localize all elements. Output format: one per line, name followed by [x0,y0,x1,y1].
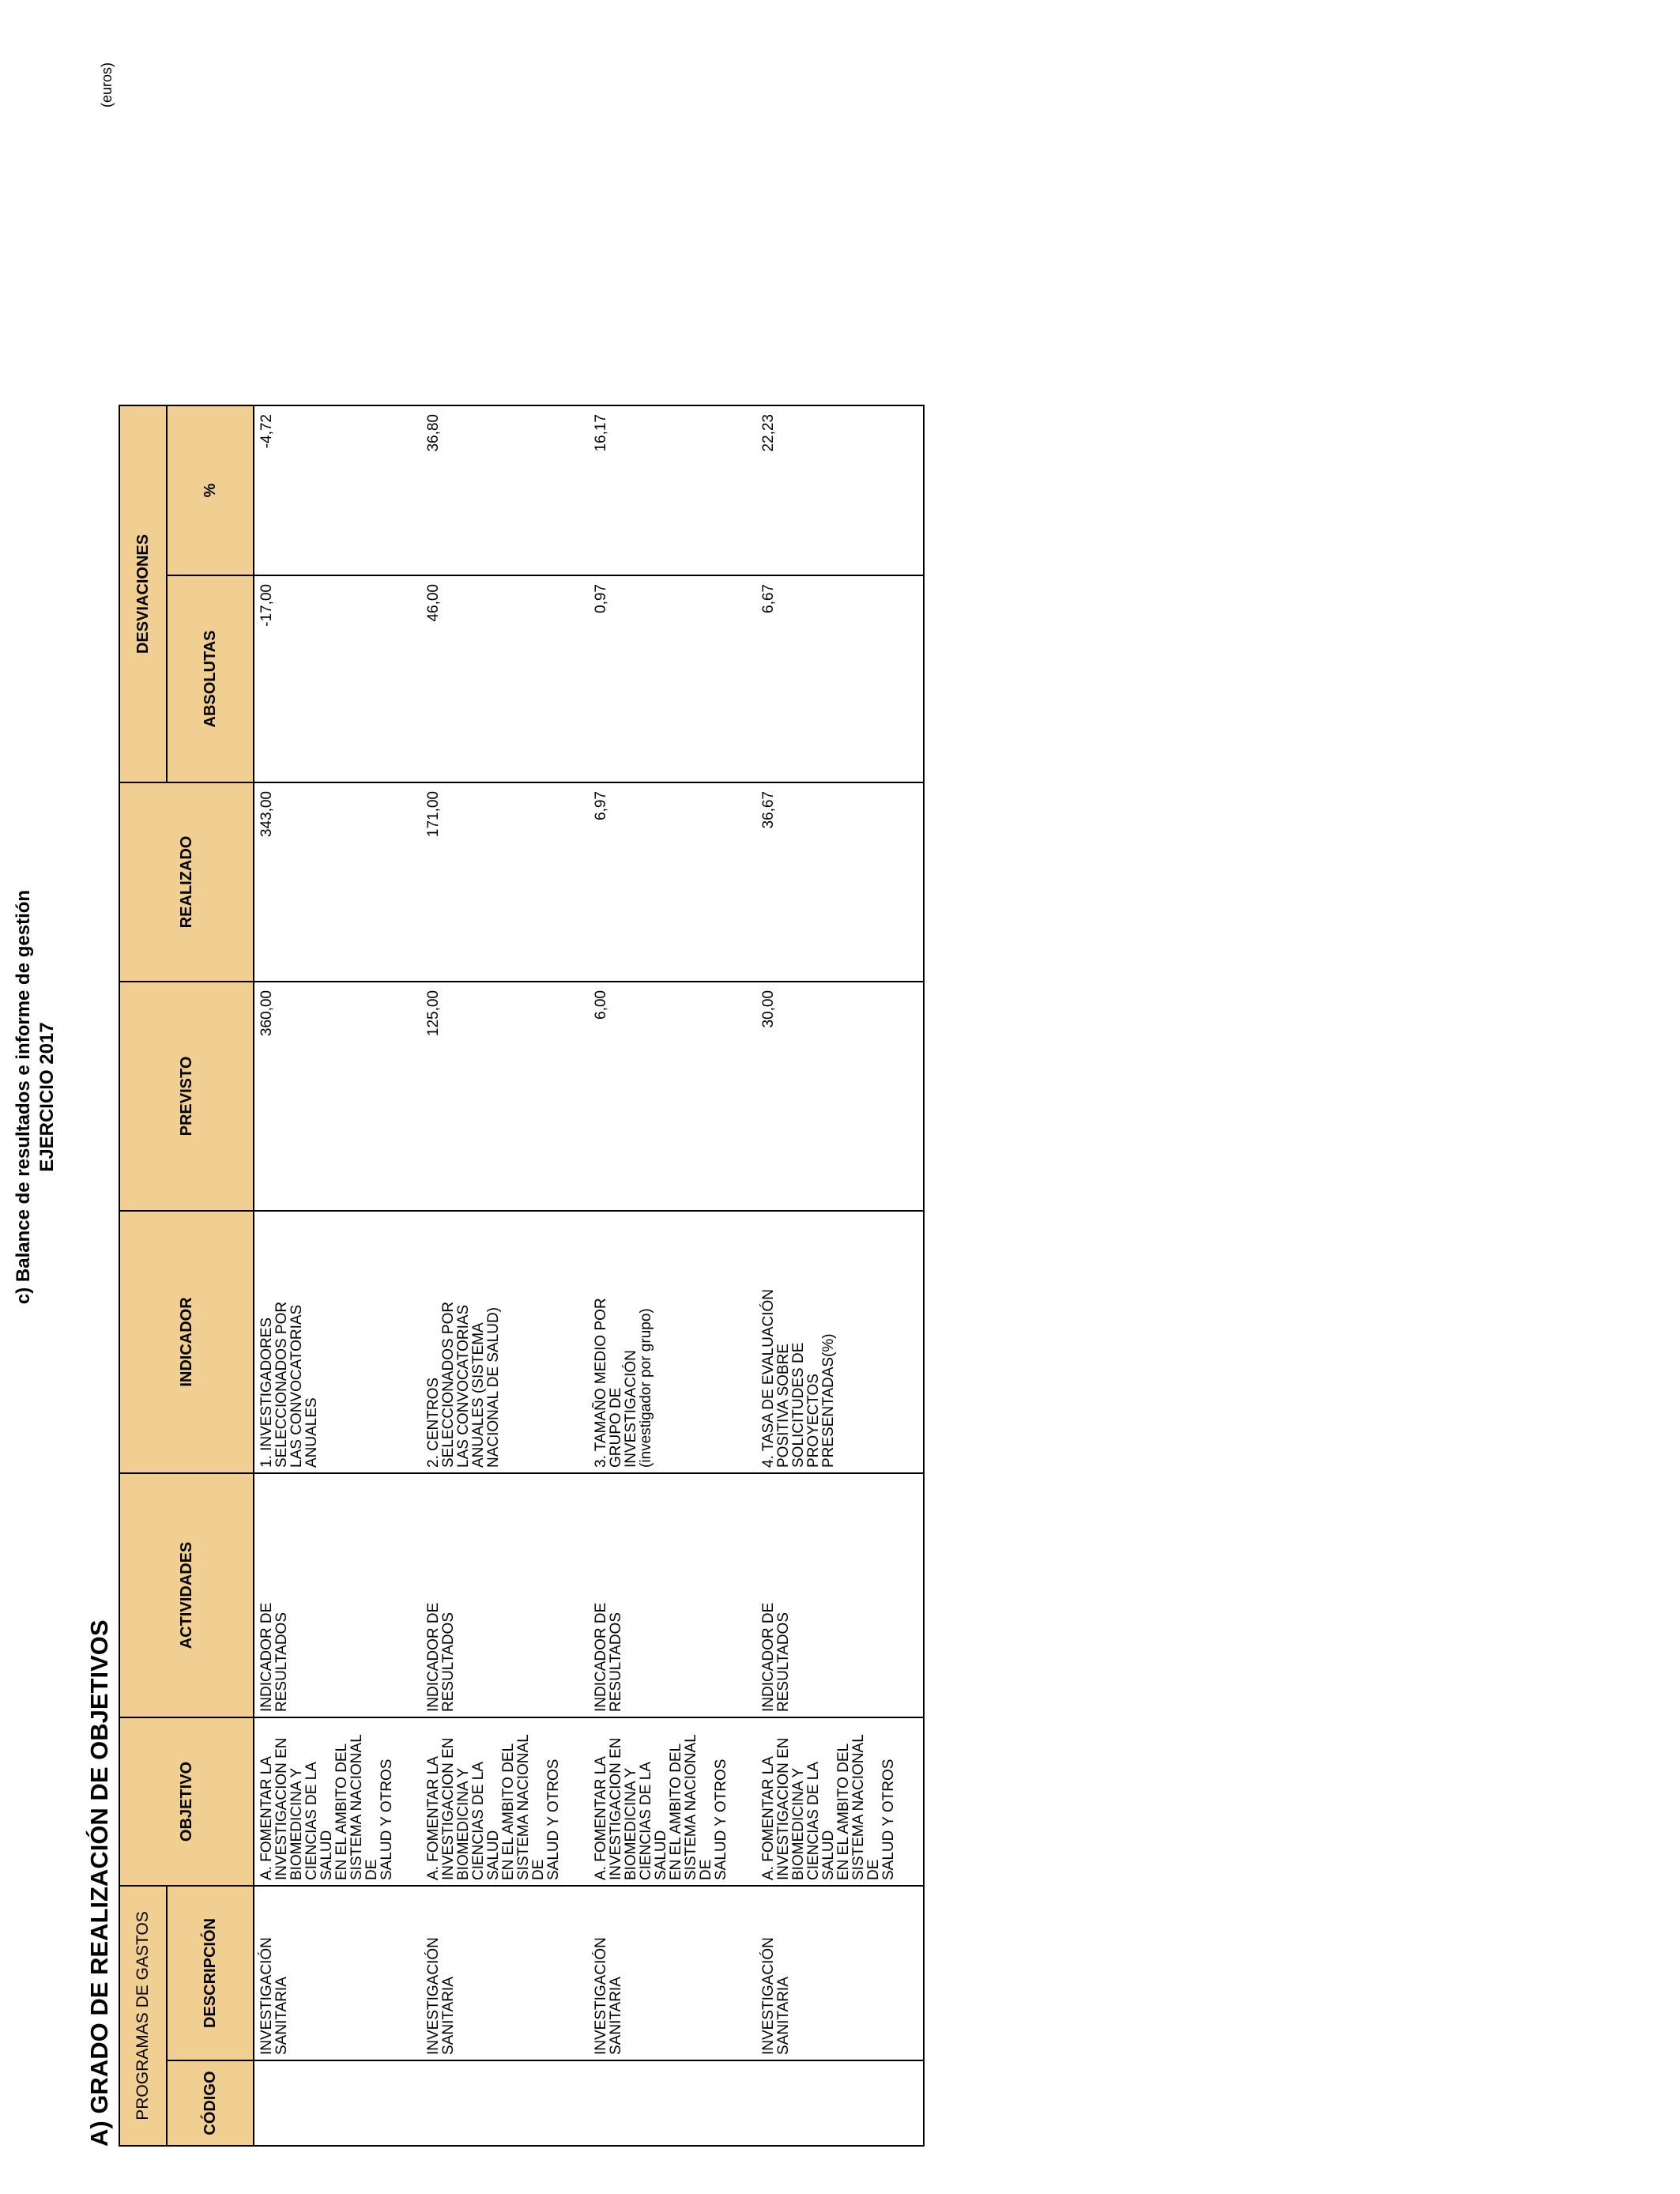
col-header-descripcion: DESCRIPCIÓN [167,1886,254,2060]
report-title: c) Balance de resultados e informe de gestión [13,889,34,1305]
cell-previsto: 30,00 [756,982,924,1211]
table-row [756,405,924,2146]
cell-actividades: INDICADOR DE RESULTADOS [756,1473,924,1717]
cell-indicador: 1. INVESTIGADORES SELECCIONADOS POR LAS CONVOCATORIAS ANUALES [254,1211,421,1473]
cell-indicador: 2. CENTROS SELECCIONADOS POR LAS CONVOCATORIAS ANUALES (SISTEMA NACIONAL DE SALUD) [421,1211,589,1473]
cell-porcentaje: 16,17 [589,405,756,575]
table-row [421,405,589,2146]
col-header-previsto: PREVISTO [119,982,254,1211]
cell-realizado: 343,00 [254,782,421,982]
cell-realizado: 36,67 [756,782,924,982]
table-row [254,405,421,2146]
cell-actividades: INDICADOR DE RESULTADOS [421,1473,589,1717]
cell-porcentaje: 36,80 [421,405,589,575]
col-header-codigo: CÓDIGO [167,2060,254,2146]
col-header-objetivo: OBJETIVO [119,1717,254,1886]
cell-absolutas: 6,67 [756,575,924,782]
cell-previsto: 6,00 [589,982,756,1211]
cell-previsto: 360,00 [254,982,421,1211]
cell-realizado: 6,97 [589,782,756,982]
cell-descripcion: INVESTIGACIÓN SANITARIA [254,1886,421,2060]
section-title: A) GRADO DE REALIZACIÓN DE OBJETIVOS [85,1619,113,2147]
col-header-actividades: ACTIVIDADES [119,1473,254,1717]
col-header-absolutas: ABSOLUTAS [167,575,254,782]
cell-objetivo: A. FOMENTAR LA INVESTIGACION EN BIOMEDICINA Y CIENCIAS DE LA SALUD EN EL AMBITO DEL SISTEMA NACIONAL DE SALUD Y OTROS [421,1717,589,1886]
cell-indicador: 4. TASA DE EVALUACIÓN POSITIVA SOBRE SOLICITUDES DE PROYECTOS PRESENTADAS(%) [756,1211,924,1473]
cell-objetivo: A. FOMENTAR LA INVESTIGACION EN BIOMEDICINA Y CIENCIAS DE LA SALUD EN EL AMBITO DEL SISTEMA NACIONAL DE SALUD Y OTROS [756,1717,924,1886]
cell-objetivo: A. FOMENTAR LA INVESTIGACION EN BIOMEDICINA Y CIENCIAS DE LA SALUD EN EL AMBITO DEL SISTEMA NACIONAL DE SALUD Y OTROS [589,1717,756,1886]
cell-porcentaje: -4,72 [254,405,421,575]
cell-codigo [421,2060,589,2146]
group-header-desviaciones: DESVIACIONES [119,405,167,782]
cell-actividades: INDICADOR DE RESULTADOS [254,1473,421,1717]
cell-descripcion: INVESTIGACIÓN SANITARIA [589,1886,756,2060]
col-header-realizado: REALIZADO [119,782,254,982]
cell-absolutas: 46,00 [421,575,589,782]
unit-label: (euros) [99,62,115,107]
cell-descripcion: INVESTIGACIÓN SANITARIA [756,1886,924,2060]
cell-codigo [756,2060,924,2146]
cell-descripcion: INVESTIGACIÓN SANITARIA [421,1886,589,2060]
table-row [589,405,756,2146]
cell-previsto: 125,00 [421,982,589,1211]
cell-porcentaje: 22,23 [756,405,924,575]
cell-actividades: INDICADOR DE RESULTADOS [589,1473,756,1717]
col-header-porcentaje: % [167,405,254,575]
cell-codigo [589,2060,756,2146]
group-header-programas: PROGRAMAS DE GASTOS [119,1886,167,2146]
col-header-indicador: INDICADOR [119,1211,254,1473]
report-year: EJERCICIO 2017 [36,1022,58,1172]
cell-objetivo: A. FOMENTAR LA INVESTIGACION EN BIOMEDICINA Y CIENCIAS DE LA SALUD EN EL AMBITO DEL SISTEMA NACIONAL DE SALUD Y OTROS [254,1717,421,1886]
cell-absolutas: 0,97 [589,575,756,782]
cell-absolutas: -17,00 [254,575,421,782]
cell-realizado: 171,00 [421,782,589,982]
objectives-table [119,405,925,2147]
cell-codigo [254,2060,421,2146]
cell-indicador: 3. TAMAÑO MEDIO POR GRUPO DE INVESTIGACIÓN (investigador por grupo) [589,1211,756,1473]
